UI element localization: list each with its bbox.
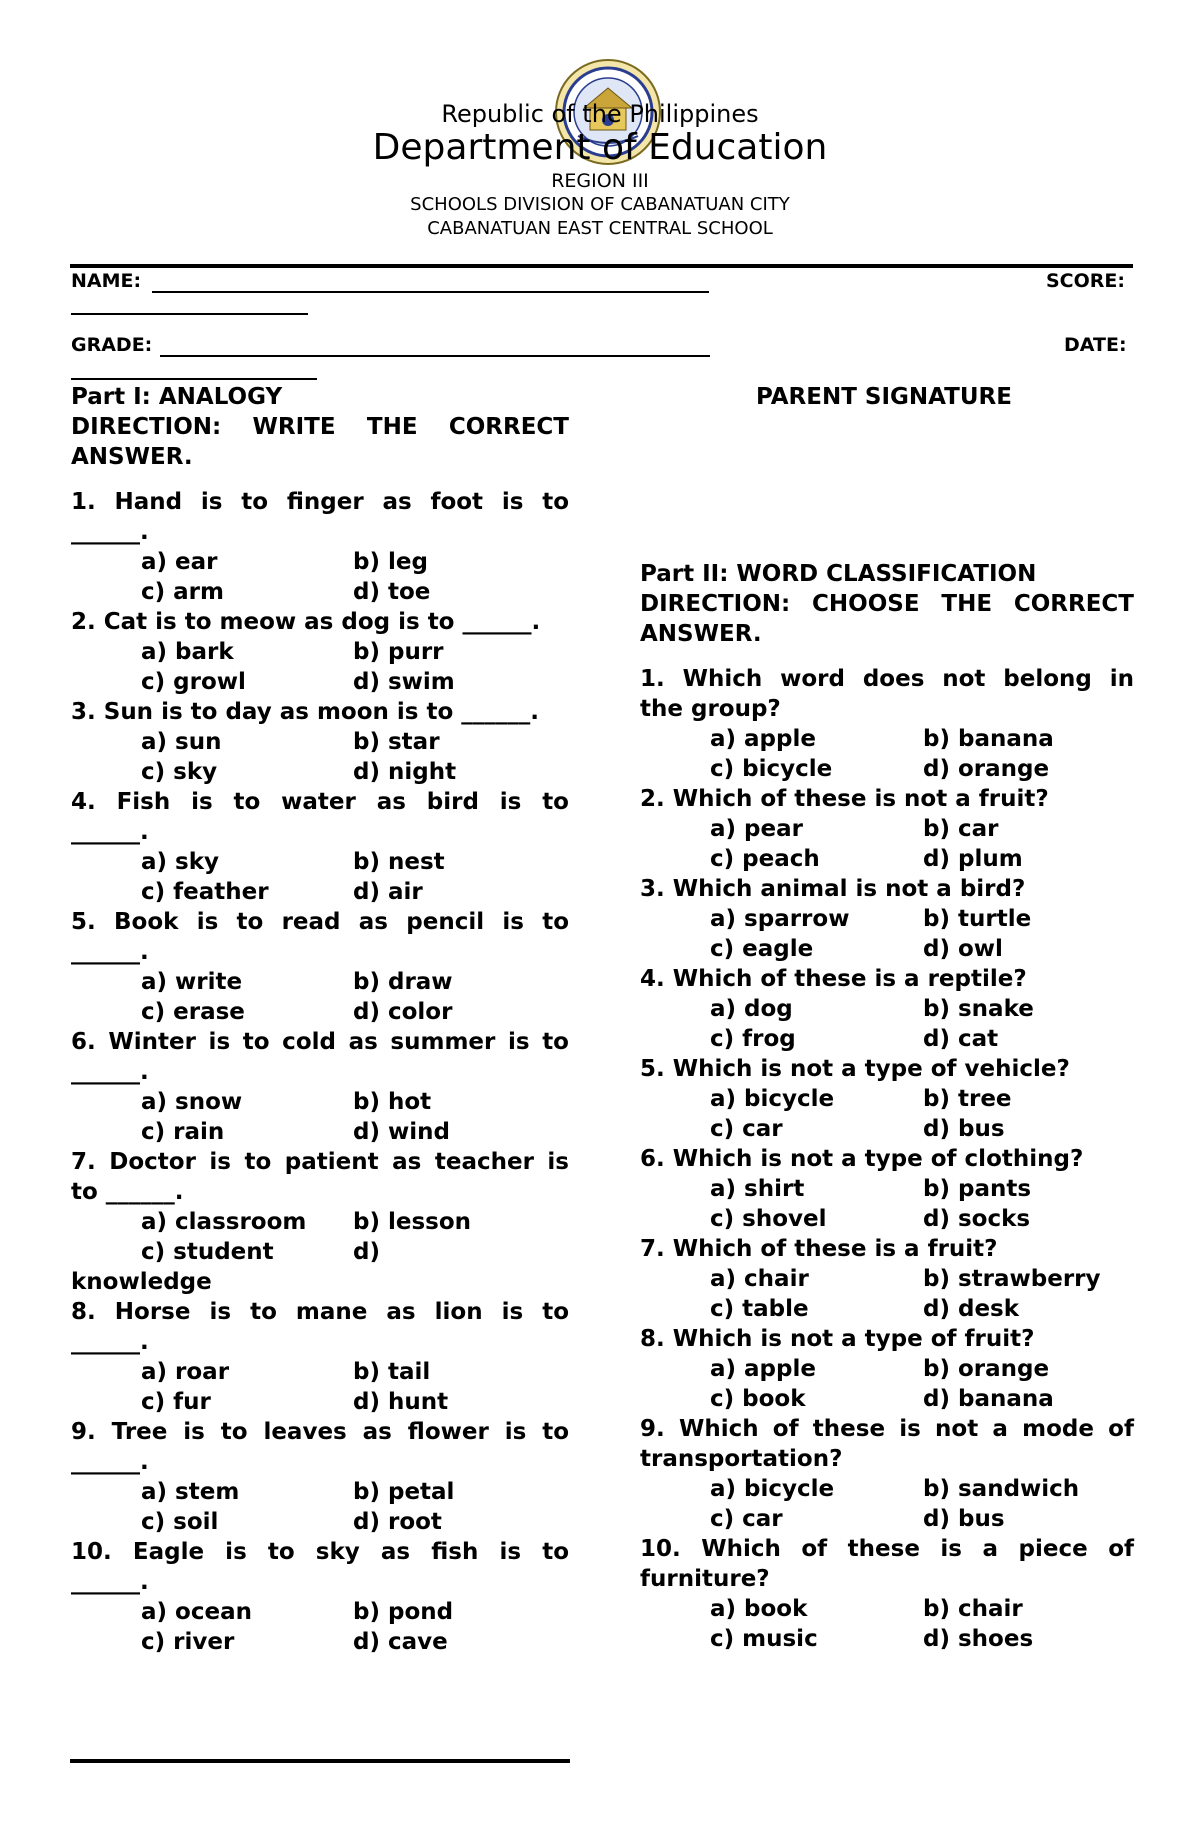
question-text: 7. Doctor is to patient as teacher is xyxy=(71,1149,569,1175)
option-c[interactable]: c) sky xyxy=(141,759,218,785)
options-row-cd xyxy=(640,934,1134,964)
options-row-cd xyxy=(71,667,569,697)
question-item xyxy=(71,1027,569,1147)
option-d[interactable]: d) banana xyxy=(923,1386,1054,1412)
option-c[interactable]: c) soil xyxy=(141,1509,219,1535)
question-item xyxy=(71,697,569,787)
question-item xyxy=(71,607,569,697)
question-item xyxy=(71,787,569,907)
question-text: 8. Which is not a type of fruit? xyxy=(640,1326,1035,1352)
option-a[interactable]: a) book xyxy=(710,1596,808,1622)
question-text-cont: ______. xyxy=(71,1449,149,1475)
option-d[interactable]: d) wind xyxy=(353,1119,450,1145)
name-label: NAME: xyxy=(71,270,142,292)
option-d[interactable]: d) root xyxy=(353,1509,442,1535)
option-d[interactable]: d) xyxy=(353,1239,380,1265)
score-underline[interactable] xyxy=(71,313,308,315)
part2-section xyxy=(640,559,1134,1654)
options-row-ab xyxy=(640,1174,1134,1204)
question-item xyxy=(71,1297,569,1417)
options-row-cd xyxy=(640,754,1134,784)
options-row-cd xyxy=(640,844,1134,874)
option-a[interactable]: a) apple xyxy=(710,1356,816,1382)
part2-title: Part II: WORD CLASSIFICATION xyxy=(640,561,1037,587)
option-b[interactable]: b) chair xyxy=(923,1596,1023,1622)
option-b[interactable]: b) orange xyxy=(923,1356,1050,1382)
part2-direction-cont: ANSWER. xyxy=(640,621,762,647)
option-c[interactable]: c) feather xyxy=(141,879,269,905)
options-row-ab xyxy=(71,1207,569,1237)
option-d[interactable]: d) hunt xyxy=(353,1389,449,1415)
options-row-ab xyxy=(71,547,569,577)
question-text-cont: ______. xyxy=(71,519,149,545)
option-d[interactable]: d) orange xyxy=(923,756,1050,782)
question-text: 3. Sun is to day as moon is to ______. xyxy=(71,699,540,725)
option-a[interactable]: a) sky xyxy=(141,849,220,875)
question-text-cont: the group? xyxy=(640,696,781,722)
option-b[interactable]: b) strawberry xyxy=(923,1266,1101,1292)
question-text-cont: ______. xyxy=(71,1569,149,1595)
question-text: 9. Which of these is not a mode of xyxy=(640,1416,1134,1442)
option-b[interactable]: b) tree xyxy=(923,1086,1012,1112)
options-row-ab xyxy=(71,967,569,997)
option-c[interactable]: c) fur xyxy=(141,1389,211,1415)
date-label: DATE: xyxy=(1064,334,1127,356)
part1-section xyxy=(71,382,569,1657)
options-row-cd xyxy=(640,1294,1134,1324)
options-row-cd xyxy=(71,1237,569,1267)
option-b[interactable]: b) pants xyxy=(923,1176,1032,1202)
option-c[interactable]: c) rain xyxy=(141,1119,225,1145)
option-a[interactable]: a) bicycle xyxy=(710,1476,835,1502)
option-a[interactable]: a) roar xyxy=(141,1359,230,1385)
question-text-cont: furniture? xyxy=(640,1566,770,1592)
question-item xyxy=(640,1054,1134,1144)
option-b[interactable]: b) petal xyxy=(353,1479,455,1505)
option-d[interactable]: d) air xyxy=(353,879,423,905)
option-a[interactable]: a) chair xyxy=(710,1266,809,1292)
question-text: 3. Which animal is not a bird? xyxy=(640,876,1026,902)
option-c[interactable]: c) frog xyxy=(710,1026,796,1052)
option-d[interactable]: d) plum xyxy=(923,846,1023,872)
option-b[interactable]: b) sandwich xyxy=(923,1476,1080,1502)
question-text: 8. Horse is to mane as lion is to xyxy=(71,1299,569,1325)
options-row-cd xyxy=(71,1507,569,1537)
option-b[interactable]: b) turtle xyxy=(923,906,1032,932)
question-text-cont: ______. xyxy=(71,819,149,845)
school-line: CABANATUAN EAST CENTRAL SCHOOL xyxy=(427,218,773,239)
options-row-ab xyxy=(640,1474,1134,1504)
question-item xyxy=(71,907,569,1027)
option-b[interactable]: b) car xyxy=(923,816,999,842)
option-c[interactable]: c) table xyxy=(710,1296,809,1322)
options-row-cd xyxy=(640,1114,1134,1144)
options-row-ab xyxy=(71,1357,569,1387)
option-b[interactable]: b) star xyxy=(353,729,440,755)
score-label: SCORE: xyxy=(1046,270,1125,292)
option-a[interactable]: a) sparrow xyxy=(710,906,850,932)
question-item xyxy=(640,964,1134,1054)
option-b[interactable]: b) pond xyxy=(353,1599,454,1625)
option-d[interactable]: d) bus xyxy=(923,1116,1005,1142)
option-c[interactable]: c) peach xyxy=(710,846,820,872)
options-row-ab xyxy=(640,1084,1134,1114)
part1-direction: DIRECTION: WRITE THE CORRECT xyxy=(71,414,569,440)
question-text: 6. Which is not a type of clothing? xyxy=(640,1146,1084,1172)
options-row-ab xyxy=(640,994,1134,1024)
part1-question-list xyxy=(71,487,569,1657)
options-row-ab xyxy=(640,904,1134,934)
options-row-ab xyxy=(71,727,569,757)
grade-label: GRADE: xyxy=(71,334,153,356)
options-row-cd xyxy=(640,1024,1134,1054)
option-a[interactable]: a) sun xyxy=(141,729,222,755)
options-row-ab xyxy=(71,847,569,877)
options-row-cd xyxy=(640,1384,1134,1414)
option-d[interactable]: d) cave xyxy=(353,1629,448,1655)
option-c[interactable]: c) growl xyxy=(141,669,246,695)
option-c[interactable]: c) bicycle xyxy=(710,756,833,782)
header-divider xyxy=(70,264,1133,268)
option-b[interactable]: b) lesson xyxy=(353,1209,472,1235)
question-text: 10. Eagle is to sky as fish is to xyxy=(71,1539,569,1565)
question-item xyxy=(640,874,1134,964)
department-title: Department of Education xyxy=(372,127,828,168)
option-d[interactable]: d) desk xyxy=(923,1296,1020,1322)
options-row-cd xyxy=(71,1117,569,1147)
option-c[interactable]: c) shovel xyxy=(710,1206,827,1232)
question-text-cont: to ______. xyxy=(71,1179,184,1205)
option-c[interactable]: c) music xyxy=(710,1626,818,1652)
question-text-cont: ______. xyxy=(71,1329,149,1355)
options-row-cd xyxy=(640,1624,1134,1654)
division-line: SCHOOLS DIVISION OF CABANATUAN CITY xyxy=(410,194,790,215)
option-c[interactable]: c) erase xyxy=(141,999,245,1025)
question-text: 5. Which is not a type of vehicle? xyxy=(640,1056,1070,1082)
question-text: 2. Which of these is not a fruit? xyxy=(640,786,1049,812)
option-a[interactable]: a) write xyxy=(141,969,243,995)
question-text: 6. Winter is to cold as summer is to xyxy=(71,1029,569,1055)
option-b[interactable]: b) tail xyxy=(353,1359,431,1385)
option-b[interactable]: b) banana xyxy=(923,726,1054,752)
options-row-cd xyxy=(71,1627,569,1657)
part1-title: Part I: ANALOGY xyxy=(71,384,283,410)
option-d[interactable]: d) socks xyxy=(923,1206,1031,1232)
option-c[interactable]: c) arm xyxy=(141,579,224,605)
part1-direction-cont: ANSWER. xyxy=(71,444,193,470)
options-row-cd xyxy=(71,577,569,607)
options-row-cd xyxy=(71,1387,569,1417)
option-b[interactable]: b) leg xyxy=(353,549,428,575)
option-b[interactable]: b) nest xyxy=(353,849,445,875)
question-item xyxy=(640,1144,1134,1234)
options-row-cd xyxy=(71,877,569,907)
question-text: 2. Cat is to meow as dog is to ______. xyxy=(71,609,541,635)
option-a[interactable]: a) classroom xyxy=(141,1209,307,1235)
options-row-cd xyxy=(71,757,569,787)
options-row-ab xyxy=(640,1264,1134,1294)
option-d[interactable]: d) owl xyxy=(923,936,1003,962)
option-c[interactable]: c) river xyxy=(141,1629,235,1655)
option-d[interactable]: d) bus xyxy=(923,1506,1005,1532)
option-d[interactable]: d) toe xyxy=(353,579,431,605)
options-row-ab xyxy=(640,1594,1134,1624)
question-text: 9. Tree is to leaves as flower is to xyxy=(71,1419,569,1445)
option-b[interactable]: b) purr xyxy=(353,639,444,665)
option-a[interactable]: a) pear xyxy=(710,816,803,842)
question-item xyxy=(640,1414,1134,1534)
options-row-ab xyxy=(71,1087,569,1117)
options-row-ab xyxy=(71,1597,569,1627)
option-d[interactable]: d) swim xyxy=(353,669,455,695)
option-b[interactable]: b) snake xyxy=(923,996,1034,1022)
option-a[interactable]: a) ocean xyxy=(141,1599,252,1625)
question-text: 1. Hand is to finger as foot is to xyxy=(71,489,569,515)
question-item xyxy=(71,487,569,607)
option-d[interactable]: d) color xyxy=(353,999,453,1025)
option-a[interactable]: a) apple xyxy=(710,726,816,752)
question-text-cont: ______. xyxy=(71,1059,149,1085)
option-c[interactable]: c) car xyxy=(710,1116,783,1142)
question-text: 1. Which word does not belong in xyxy=(640,666,1134,692)
option-a[interactable]: a) bark xyxy=(141,639,234,665)
option-a[interactable]: a) dog xyxy=(710,996,793,1022)
option-a[interactable]: a) stem xyxy=(141,1479,240,1505)
bottom-signature-line xyxy=(70,1759,570,1763)
options-row-ab xyxy=(640,814,1134,844)
option-c[interactable]: c) book xyxy=(710,1386,806,1412)
question-text: 7. Which of these is a fruit? xyxy=(640,1236,998,1262)
question-item xyxy=(640,1324,1134,1414)
options-row-ab xyxy=(71,1477,569,1507)
option-d-cont: knowledge xyxy=(71,1269,212,1295)
question-item xyxy=(71,1537,569,1657)
option-c[interactable]: c) car xyxy=(710,1506,783,1532)
option-c[interactable]: c) student xyxy=(141,1239,274,1265)
parent-signature-label: PARENT SIGNATURE xyxy=(756,384,1012,410)
options-row-cd xyxy=(640,1204,1134,1234)
option-d[interactable]: d) cat xyxy=(923,1026,999,1052)
grade-underline[interactable] xyxy=(160,355,710,357)
republic-line: Republic of the Philippines xyxy=(441,100,759,128)
question-item xyxy=(640,1234,1134,1324)
question-item xyxy=(640,784,1134,874)
region-line: REGION III xyxy=(551,170,649,192)
option-d[interactable]: d) night xyxy=(353,759,457,785)
name-underline[interactable] xyxy=(152,291,709,293)
question-text: 4. Fish is to water as bird is to xyxy=(71,789,569,815)
options-row-cd xyxy=(640,1504,1134,1534)
question-text: 5. Book is to read as pencil is to xyxy=(71,909,569,935)
options-row-ab xyxy=(71,637,569,667)
option-a[interactable]: a) shirt xyxy=(710,1176,805,1202)
question-item xyxy=(640,1534,1134,1654)
option-b[interactable]: b) hot xyxy=(353,1089,432,1115)
option-a[interactable]: a) bicycle xyxy=(710,1086,835,1112)
option-c[interactable]: c) eagle xyxy=(710,936,814,962)
question-text-cont: ______. xyxy=(71,939,149,965)
options-row-cd xyxy=(71,997,569,1027)
question-text: 4. Which of these is a reptile? xyxy=(640,966,1027,992)
option-d[interactable]: d) shoes xyxy=(923,1626,1034,1652)
question-item xyxy=(640,664,1134,784)
option-a[interactable]: a) snow xyxy=(141,1089,243,1115)
question-text-cont: transportation? xyxy=(640,1446,843,1472)
question-text: 10. Which of these is a piece of xyxy=(640,1536,1134,1562)
question-item xyxy=(71,1147,569,1297)
part2-question-list xyxy=(640,664,1134,1654)
option-a[interactable]: a) ear xyxy=(141,549,218,575)
options-row-ab xyxy=(640,724,1134,754)
options-row-ab xyxy=(640,1354,1134,1384)
question-item xyxy=(71,1417,569,1537)
date-underline[interactable] xyxy=(71,378,317,380)
part2-direction: DIRECTION: CHOOSE THE CORRECT xyxy=(640,591,1134,617)
option-b[interactable]: b) draw xyxy=(353,969,453,995)
